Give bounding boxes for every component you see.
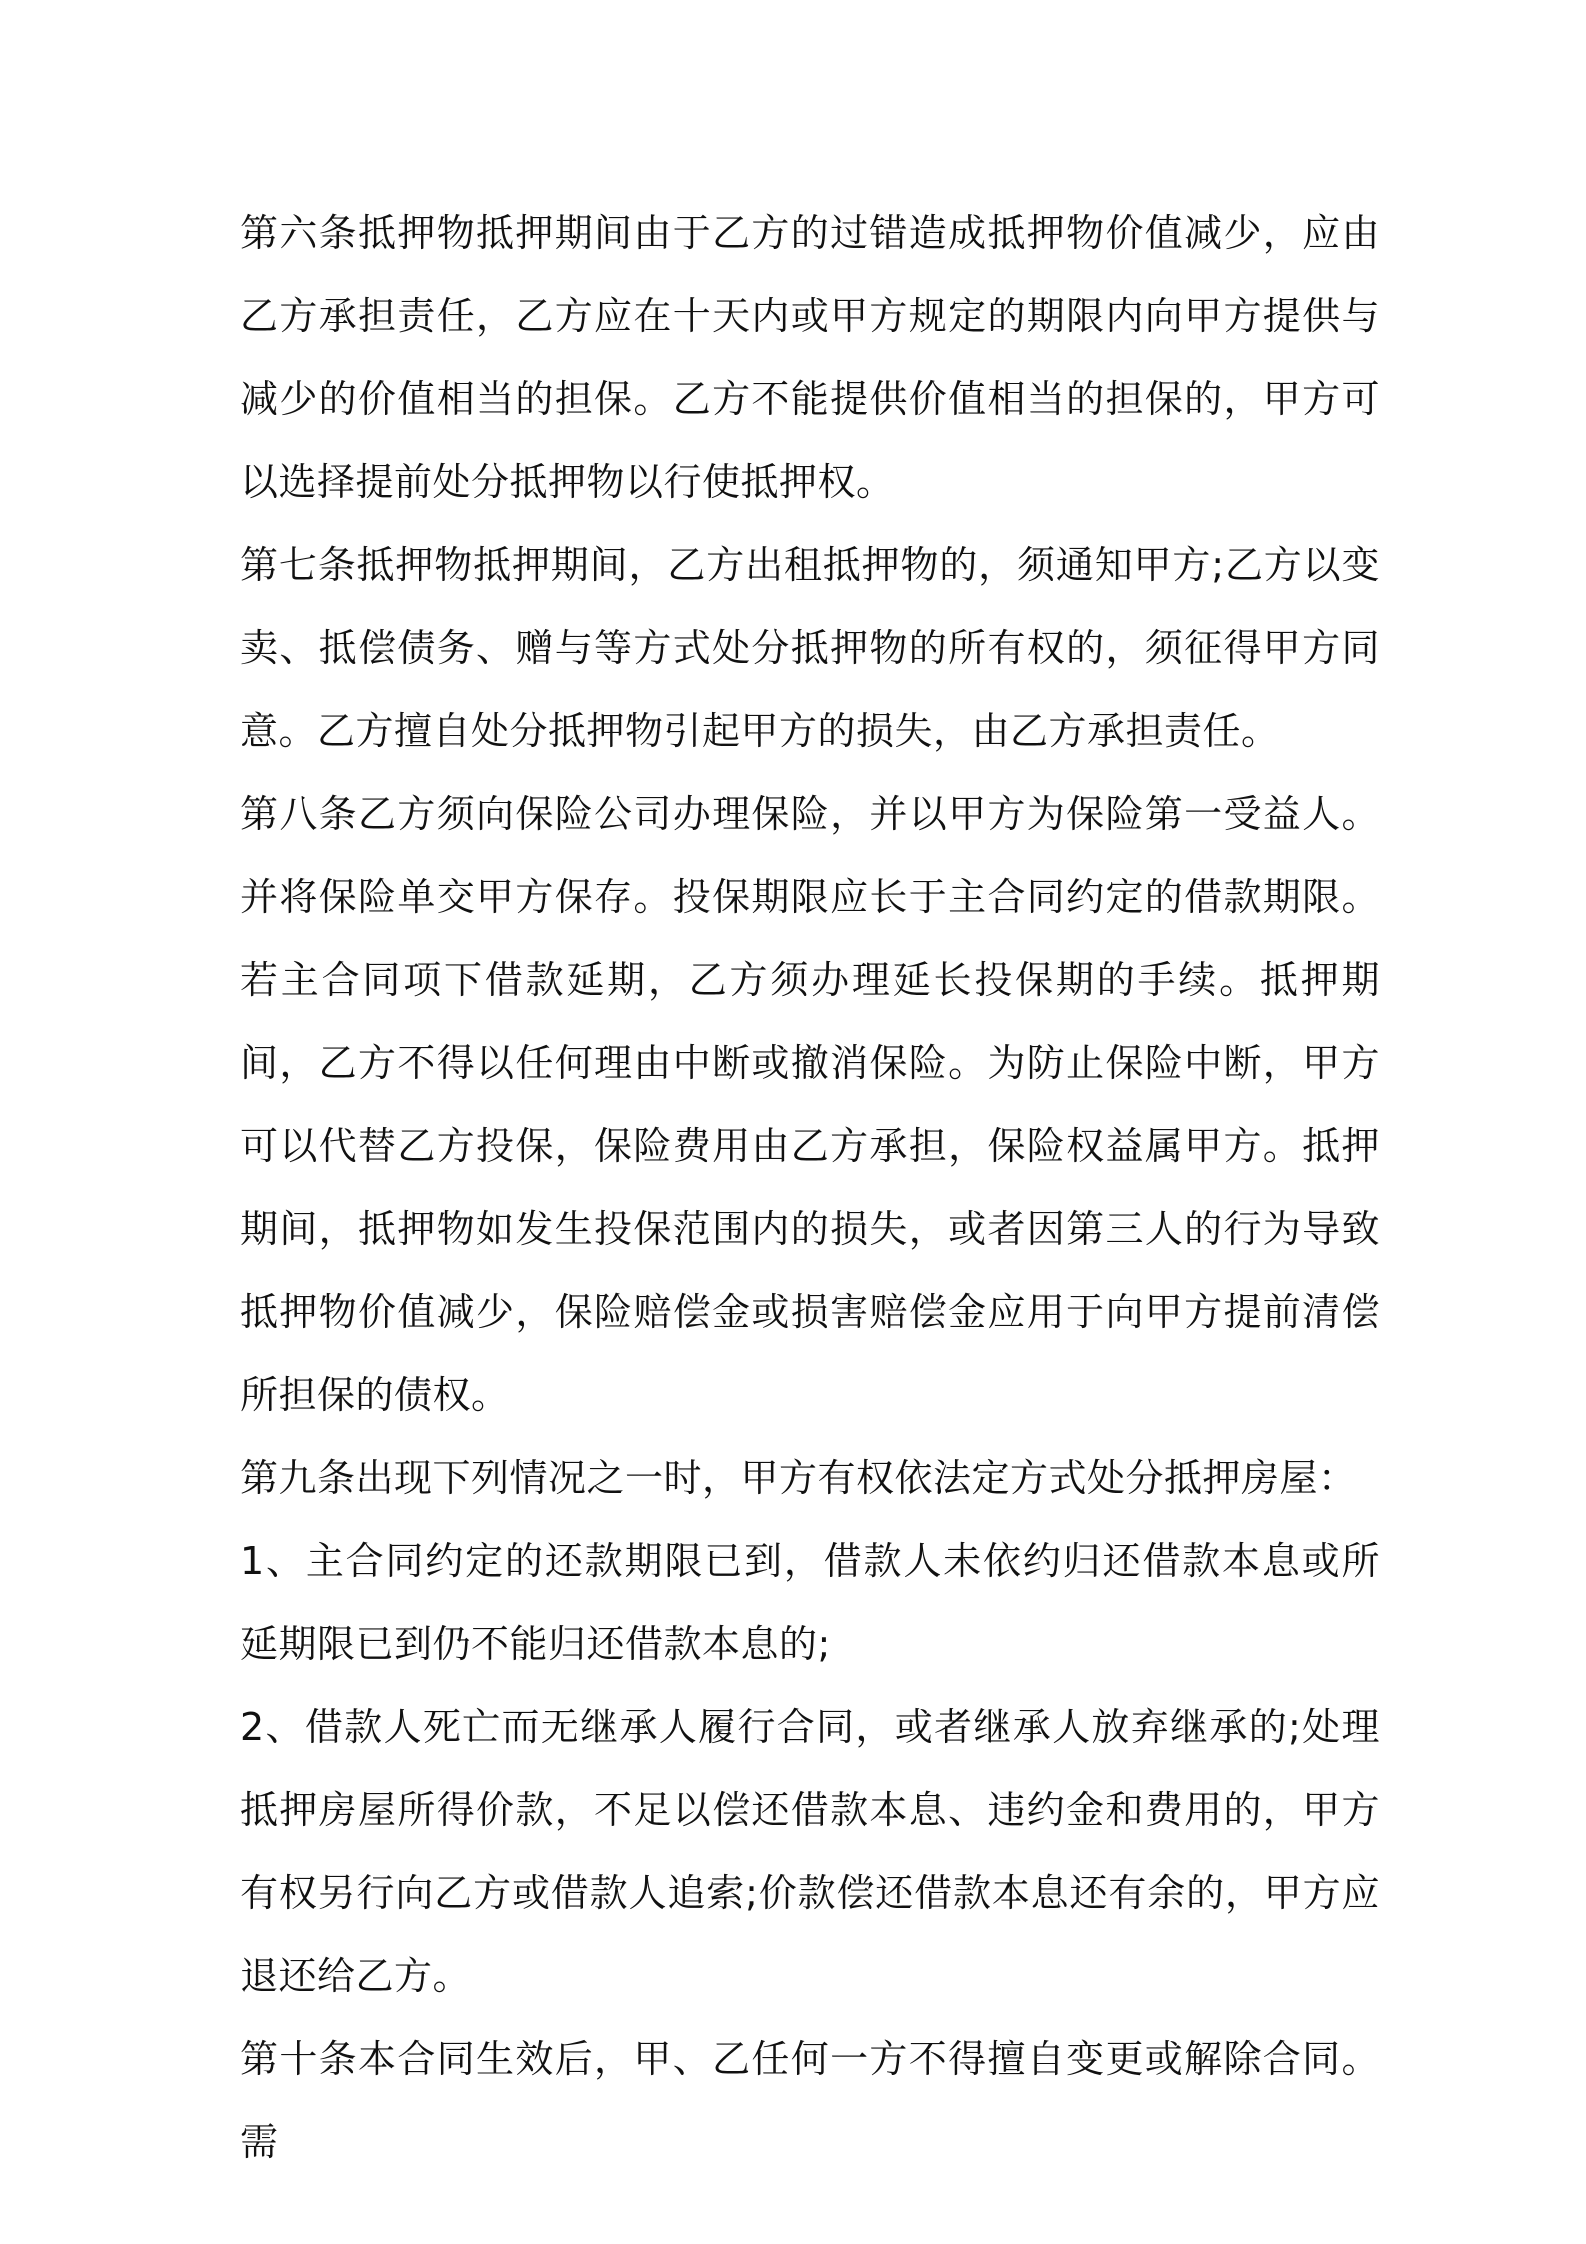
document-body: [240, 192, 1380, 2184]
paragraph-article-6: 第六条抵押物抵押期间由于乙方的过错造成抵押物价值减少，应由乙方承担责任，乙方应在十天内或甲方规定的期限内向甲方提供与减少的价值相当的担保。乙方不能提供价值相当的担保的，甲方可以选择提前处分抵押物以行使抵押权。: [240, 211, 1380, 504]
paragraph-article-8: 第八条乙方须向保险公司办理保险，并以甲方为保险第一受益人。并将保险单交甲方保存。投保期限应长于主合同约定的借款期限。若主合同项下借款延期，乙方须办理延长投保期的手续。抵押期间，乙方不得以任何理由中断或撤消保险。为防止保险中断，甲方可以代替乙方投保，保险费用由乙方承担，保险权益属甲方。抵押期间，抵押物如发生投保范围内的损失，或者因第三人的行为导致抵押物价值减少，保险赔偿金或损害赔偿金应用于向甲方提前清偿所担保的债权。: [240, 792, 1380, 1417]
paragraph-item-2: 2、借款人死亡而无继承人履行合同，或者继承人放弃继承的;处理抵押房屋所得价款，不足以偿还借款本息、违约金和费用的，甲方有权另行向乙方或借款人追索;价款偿还借款本息还有余的，甲方应退还给乙方。: [240, 1705, 1380, 1998]
paragraph-article-7: 第七条抵押物抵押期间，乙方出租抵押物的，须通知甲方;乙方以变卖、抵偿债务、赠与等方式处分抵押物的所有权的，须征得甲方同意。乙方擅自处分抵押物引起甲方的损失，由乙方承担责任。: [240, 543, 1380, 753]
paragraph-article-9: 第九条出现下列情况之一时，甲方有权依法定方式处分抵押房屋：: [240, 1456, 1357, 1500]
paragraph-item-1: 1、主合同约定的还款期限已到，借款人未依约归还借款本息或所延期限已到仍不能归还借款本息的;: [240, 1539, 1380, 1666]
paragraph-article-10: 第十条本合同生效后，甲、乙任何一方不得擅自变更或解除合同。需: [240, 2037, 1380, 2164]
